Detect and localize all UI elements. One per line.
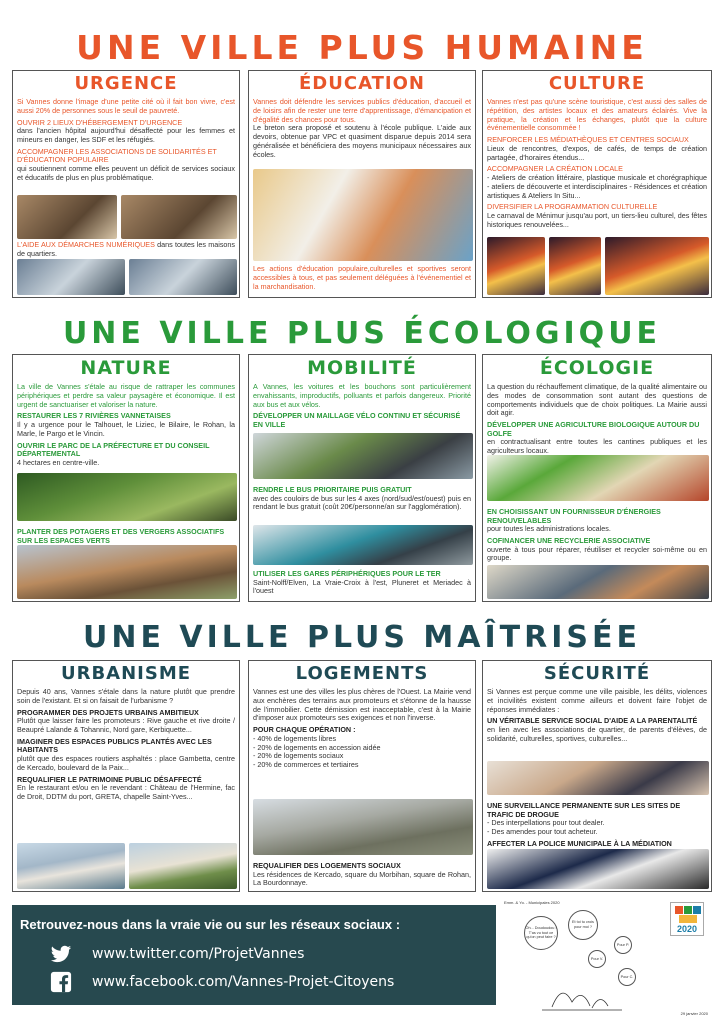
- nature-title: NATURE: [80, 357, 172, 379]
- logements-heading-1: POUR CHAQUE OPÉRATION :: [253, 725, 356, 735]
- education-photo: [253, 169, 473, 261]
- logo-year: 2020: [676, 924, 698, 934]
- ecologie-heading-3: COFINANCER UNE RECYCLERIE ASSOCIATIVE: [487, 536, 651, 546]
- ecologie-heading-1: DÉVELOPPER UNE AGRICULTURE BIOLOGIQUE AUTOUR DU GOLFE: [487, 420, 700, 438]
- urbanisme-title: URBANISME: [60, 663, 192, 684]
- ecologie-photo-1: [487, 455, 709, 501]
- facebook-link[interactable]: [50, 971, 394, 993]
- culture-heading-2: ACCOMPAGNER LA CRÉATION LOCALE: [487, 164, 623, 174]
- urbanisme-photo-2: [129, 843, 237, 889]
- urgence-heading-3: L'AIDE AUX DÉMARCHES NUMÉRIQUES: [17, 240, 155, 249]
- section-title-humaine: UNE VILLE PLUS HUMAINE: [76, 28, 648, 67]
- urbanisme-heading-3: REQUALIFIER LE PATRIMOINE PUBLIC DÉSAFFECTÉ: [17, 774, 202, 784]
- nature-intro: La ville de Vannes s'étale au risque de rattraper les communes périphériques et perdre sa valeur paysagère et économique. Il est urgent de sanctuariser et valoriser la nature.: [17, 382, 235, 409]
- twitter-icon: [50, 943, 72, 965]
- urgence-title: URGENCE: [74, 73, 178, 94]
- logements-photo: [253, 799, 473, 855]
- logements-list-item-4: - 20% de commerces et tertiaires: [253, 760, 359, 770]
- urgence-text-2: qui soutiennent comme elles peuvent un déficit de services sociaux et éducatifs de plus en plus problématique.: [17, 164, 235, 182]
- section-title-ecologique: UNE VILLE PLUS ÉCOLOGIQUE: [62, 316, 662, 351]
- nature-text-1: Il y a urgence pour le Talhouet, le Liziec, le Bilaire, le Rohan, la Marle, le Pargo et le Vincin.: [17, 419, 235, 438]
- urgence-text-3: dans toutes les maisons de quartiers.: [17, 240, 236, 258]
- logements-list-item-3: - 20% de logements sociaux: [253, 751, 344, 761]
- logements-list-item-1: - 40% de logements libres: [253, 733, 337, 743]
- social-banner: [12, 905, 496, 1005]
- nature-box: [12, 354, 240, 602]
- nature-heading-2: OUVRIR LE PARC DE LA PRÉFECTURE ET DU CONSEIL DÉPARTEMENTAL: [17, 440, 210, 459]
- nature-heading-1: RESTAURER LES 7 RIVIÈRES VANNETAISES: [17, 411, 171, 421]
- cartoon-bubble-5: Pour C.: [618, 968, 636, 986]
- cartoon-bubble-2: Et toi tu crois pour moi ?: [568, 910, 598, 940]
- urgence-heading-2: ACCOMPAGNER LES ASSOCIATIONS DE SOLIDARITÉS ET D'ÉDUCATION POPULAIRE: [17, 146, 217, 165]
- urgence-photo-4: [129, 259, 237, 295]
- mobilite-title: MOBILITÉ: [307, 357, 417, 379]
- culture-photo-2: [549, 237, 601, 295]
- mobilite-heading-3: UTILISER LES GARES PÉRIPHÉRIQUES POUR LE TER: [253, 569, 441, 578]
- culture-box: [482, 70, 712, 298]
- urgence-photo-2: [121, 195, 237, 239]
- education-text-1: Le breton sera proposé et soutenu à l'école publique. L'aide aux devoirs, obtenue par VPC et quasiment disparue depuis 2014 sera généralisée et bénéficiera des moyens municipaux nécessaires aux écoles.: [253, 123, 471, 159]
- nature-text-2: 4 hectares en centre-ville.: [17, 457, 100, 467]
- mobilite-photo-2: [253, 525, 473, 565]
- securite-box: [482, 660, 712, 892]
- urbanisme-heading-1: PROGRAMMER DES PROJETS URBAINS AMBITIEUX: [17, 707, 199, 717]
- urbanisme-text-3: En le restaurant et/ou en le revendant : Château de l'Hermine, fac de Droit, DDTM du port, GRETA, chapelle Saint-Yves...: [17, 783, 235, 802]
- ecologie-heading-2: EN CHOISISSANT UN FOURNISSEUR D'ÉNERGIES RENOUVELABLES: [487, 507, 661, 525]
- mobilite-heading-1: DÉVELOPPER UN MAILLAGE VÉLO CONTINU ET SÉCURISÉ EN VILLE: [253, 411, 461, 429]
- mobilite-box: [248, 354, 476, 602]
- securite-heading-3: AFFECTER LA POLICE MUNICIPALE À LA MÉDIATION: [487, 838, 672, 848]
- ecologie-title: ÉCOLOGIE: [539, 357, 655, 379]
- nature-photo-1: [17, 473, 237, 521]
- culture-text-1: Lieux de rencontres, d'expos, de cafés, de temps de création partagée, d'horaires étendus...: [487, 143, 707, 162]
- urbanisme-box: [12, 660, 240, 892]
- cartoon-bubble-3: Pour P.: [614, 936, 632, 954]
- urgence-text-1: dans l'ancien hôpital aujourd'hui désaffecté pour les femmes et mineurs en danger, les SDF et les réfugiés.: [17, 126, 235, 144]
- education-intro: Vannes doit défendre les services publics d'éducation, d'accueil et de loisirs afin de rester une terre d'apprentissage, d'émancipation et d'égalité des chances pour tous.: [253, 97, 471, 124]
- logements-box: [248, 660, 476, 892]
- education-title: ÉDUCATION: [299, 73, 425, 94]
- urgence-photo-1: [17, 195, 117, 239]
- ecologie-box: [482, 354, 712, 602]
- cartoon-date: 29 janvier 2020: [680, 1011, 708, 1016]
- twitter-url: www.twitter.com/ProjetVannes: [92, 946, 305, 962]
- culture-intro: Vannes n'est pas qu'une scène touristique, c'est aussi des salles de répétition, des artistes locaux et des amateurs éclairés. Vive la pratique, la création et les échanges, plutôt que la culture événementielle consommée !: [487, 97, 707, 133]
- securite-heading-1: UN VÉRITABLE SERVICE SOCIAL D'AIDE A LA PARENTALITÉ: [487, 716, 698, 726]
- culture-photo-3: [605, 237, 709, 295]
- culture-text-3: Le carnaval de Ménimur jusqu'au port, un tiers-lieu culturel, des fêtes historiques renouvelées...: [487, 210, 707, 229]
- logo-shape-icon: [671, 903, 705, 925]
- culture-heading-1: RENFORCER LES MÉDIATHÈQUES ET CENTRES SOCIAUX: [487, 135, 689, 145]
- mobilite-intro: A Vannes, les voitures et les bouchons sont particulièrement envahissants, improductifs, polluants et parfois dangereux. Priorité aux bus et aux vélos.: [253, 382, 471, 409]
- nature-photo-2: [17, 545, 237, 599]
- urbanisme-heading-2: IMAGINER DES ESPACES PUBLICS PLANTÉS AVEC LES HABITANTS: [17, 736, 212, 755]
- mobilite-heading-2: RENDRE LE BUS PRIORITAIRE PUIS GRATUIT: [253, 485, 412, 494]
- securite-list-item-1: - Des interpellations pour tout dealer.: [487, 818, 605, 828]
- urbanisme-intro: Depuis 40 ans, Vannes s'étale dans la nature plutôt que prendre soin de l'existant. Et si on faisait de l'urbanisme ?: [17, 687, 235, 705]
- securite-title: SÉCURITÉ: [543, 663, 651, 684]
- ecologie-intro: La question du réchauffement climatique, de la qualité alimentaire ou des modes de consommation sont autant des questions de comportements individuels que de choix politiques. La Mairie aussi doit agir.: [487, 382, 707, 418]
- culture-title: CULTURE: [548, 73, 646, 94]
- securite-photo-2: [487, 849, 709, 889]
- ecologie-photo-2: [487, 565, 709, 599]
- culture-photo-1: [487, 237, 545, 295]
- logements-text-2: Les résidences de Kercado, square du Morbihan, square de Rohan, La Bourdonnaye.: [253, 869, 471, 888]
- education-text-2: Les actions d'éducation populaire,culturelles et sportives seront accessibles à tous, et pas seulement déléguées à l'événementiel et la marchandisation.: [253, 264, 471, 291]
- ecologie-text-1: en contractualisant entre toutes les cantines publiques et les agriculteurs locaux.: [487, 437, 707, 456]
- mobilite-text-3: Saint-Nolff/Elven, La Vraie-Croix à l'est, Pluneret et Meriadec à l'ouest: [253, 577, 471, 596]
- facebook-icon: [50, 971, 72, 993]
- vpc-logo: [670, 902, 704, 936]
- ecologie-text-2: pour toutes les administrations locales.: [487, 524, 611, 534]
- urgence-heading-1: OUVRIR 2 LIEUX D'HÉBERGEMENT D'URGENCE: [17, 117, 183, 127]
- securite-heading-2: UNE SURVEILLANCE PERMANENTE SUR LES SITES DE TRAFIC DE DROGUE: [487, 801, 681, 819]
- logements-list-item-2: - 20% de logements en accession aidée: [253, 742, 381, 752]
- urgence-photo-3: [17, 259, 125, 295]
- urgence-intro: Si Vannes donne l'image d'une petite cité où il fait bon vivre, c'est aussi 20% de personnes sous le seuil de pauvreté.: [17, 97, 235, 115]
- securite-photo-1: [487, 761, 709, 795]
- cartoon-bubble-4: Pour V.: [588, 950, 606, 968]
- nature-heading-3: PLANTER DES POTAGERS ET DES VERGERS ASSOCIATIFS SUR LES ESPACES VERTS: [17, 527, 225, 545]
- culture-heading-3: DIVERSIFIER LA PROGRAMMATION CULTURELLE: [487, 202, 658, 212]
- mobilite-text-2: avec des couloirs de bus sur les 4 axes (nord/sud/est/ouest) puis en rendant le bus gratuit (coût 20€/personne/an sur l'agglomération).: [253, 493, 471, 512]
- facebook-url: www.facebook.com/Vannes-Projet-Citoyens: [92, 974, 395, 990]
- logements-intro: Vannes est une des villes les plus chères de l'Ouest. La Mairie vend aux enchères des terrains aux promoteurs et s'étonne de la hausse de l'immobilier. Cette démission est inacceptable, c'est à la Mairie d'imposer aux promoteurs ses exigences et non l'inverse.: [253, 687, 471, 723]
- ecologie-text-3: ouverte à tous pour réparer, réutiliser et recycler soi-même ou en groupe.: [487, 544, 707, 563]
- logements-heading-2: REQUALIFIER DES LOGEMENTS SOCIAUX: [253, 861, 401, 870]
- cartoon-bubble-1: Oh... Doudoudou ! T'as vu tout ce qu'on peut faire ?: [524, 916, 558, 950]
- urbanisme-photo-1: [17, 843, 125, 889]
- cartoon-drawing: [542, 962, 622, 1012]
- securite-intro: Si Vannes est perçue comme une ville paisible, les délits, violences et incivilités existent comme ailleurs et doivent faire l'objet de réponses immédiates :: [487, 687, 707, 714]
- culture-text-2: - Ateliers de création littéraire, plastique musicale et chorégraphique - ateliers de découverte et interdisciplinaires - Résidences et création artistiques & Ateliers In Situ...: [487, 172, 707, 200]
- cartoon-caption: Emm. & Yo. - Municipales 2020: [504, 900, 560, 905]
- urbanisme-text-1: Plutôt que laisser faire les promoteurs : Rive gauche et rive droite / Beaupré Lalande & Tohannic, Nord gare, Kerbiquette...: [17, 716, 235, 734]
- urgence-box: [12, 70, 240, 298]
- twitter-link[interactable]: [50, 943, 304, 965]
- securite-list-item-2: - Des amendes pour tout acheteur.: [487, 827, 598, 837]
- education-box: [248, 70, 476, 298]
- mobilite-photo-1: [253, 433, 473, 479]
- securite-text-1: en lien avec les associations de quartier, de parents d'élèves, de solidarité, culturelles, sportives, culturelles...: [487, 724, 707, 743]
- social-title: Retrouvez-nous dans la vraie vie ou sur les réseaux sociaux :: [20, 917, 401, 932]
- logements-title: LOGEMENTS: [295, 663, 429, 684]
- section-title-maitrisee: UNE VILLE PLUS MAÎTRISÉE: [83, 620, 641, 655]
- urbanisme-text-2: plutôt que des espaces routiers asphaltés : place Gambetta, centre de Kercado, boulevard de la Paix...: [17, 754, 235, 772]
